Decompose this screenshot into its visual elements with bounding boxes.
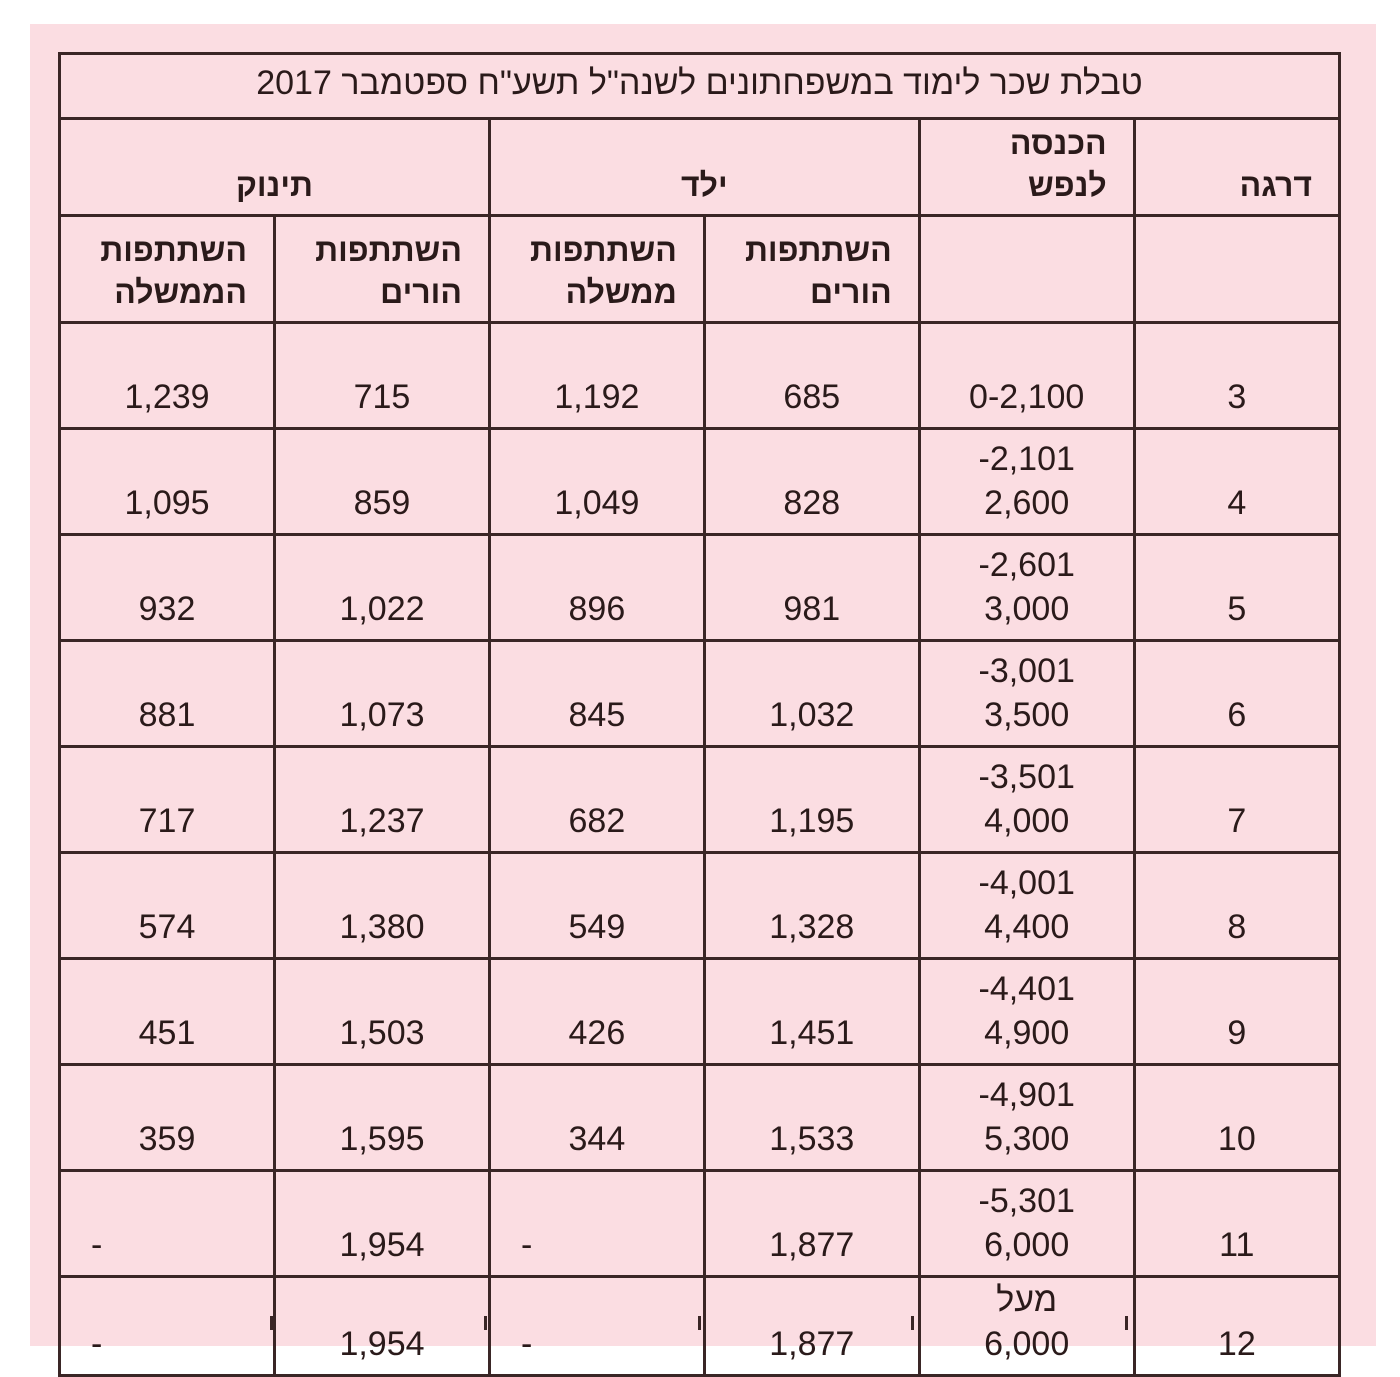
cell-child-parents: 1,877 <box>704 1277 919 1376</box>
cell-infant-gov: 881 <box>60 641 275 747</box>
cell-child-gov: 344 <box>489 1065 704 1171</box>
cell-infant-gov: 451 <box>60 959 275 1065</box>
cell-infant-gov: 574 <box>60 853 275 959</box>
subheader-empty-level <box>1134 216 1339 323</box>
cell-infant-gov: 1,095 <box>60 429 275 535</box>
cell-income: 0-2,100 <box>919 323 1134 429</box>
subheader-row <box>60 216 1340 323</box>
cell-infant-gov: 932 <box>60 535 275 641</box>
cell-child-gov: 1,049 <box>489 429 704 535</box>
cell-child-gov: 1,192 <box>489 323 704 429</box>
cell-income: 2,601- 3,000 <box>919 535 1134 641</box>
subheader-child-gov: השתתפות ממשלה <box>489 216 704 323</box>
cell-child-parents: 1,195 <box>704 747 919 853</box>
subheader-child-parents: השתתפות הורים <box>704 216 919 323</box>
table-row <box>60 853 1340 959</box>
cell-child-parents: 1,451 <box>704 959 919 1065</box>
header-infant: תינוק <box>60 119 490 216</box>
cell-income: מעל 6,000 <box>919 1277 1134 1376</box>
cell-level: 7 <box>1134 747 1339 853</box>
header-child: ילד <box>489 119 919 216</box>
cell-income: 3,501- 4,000 <box>919 747 1134 853</box>
cell-income: 5,301- 6,000 <box>919 1171 1134 1277</box>
table-row <box>60 747 1340 853</box>
subheader-empty-income <box>919 216 1134 323</box>
cell-income: 4,401- 4,900 <box>919 959 1134 1065</box>
cell-infant-gov: 1,239 <box>60 323 275 429</box>
cell-income: 4,001- 4,400 <box>919 853 1134 959</box>
cell-child-parents: 1,877 <box>704 1171 919 1277</box>
cell-infant-parents: 1,380 <box>275 853 490 959</box>
title-row <box>60 54 1340 119</box>
header-row <box>60 119 1340 216</box>
cell-level: 10 <box>1134 1065 1339 1171</box>
table-row <box>60 1065 1340 1171</box>
cell-child-parents: 981 <box>704 535 919 641</box>
cell-child-gov: - <box>489 1171 704 1277</box>
cell-infant-parents: 1,595 <box>275 1065 490 1171</box>
cell-level: 9 <box>1134 959 1339 1065</box>
table-row <box>60 1171 1340 1277</box>
cell-child-parents: 1,328 <box>704 853 919 959</box>
cell-level: 3 <box>1134 323 1339 429</box>
cell-level: 4 <box>1134 429 1339 535</box>
cell-infant-gov: 717 <box>60 747 275 853</box>
header-income: הכנסה לנפש <box>919 119 1134 216</box>
cell-infant-parents: 1,954 <box>275 1171 490 1277</box>
cell-income: 2,101- 2,600 <box>919 429 1134 535</box>
table-row <box>60 959 1340 1065</box>
cell-infant-gov: - <box>60 1277 275 1376</box>
cell-child-gov: 549 <box>489 853 704 959</box>
cell-infant-parents: 1,954 <box>275 1277 490 1376</box>
subheader-infant-parents: השתתפות הורים <box>275 216 490 323</box>
table-row <box>60 641 1340 747</box>
table-row <box>60 323 1340 429</box>
cell-child-gov: - <box>489 1277 704 1376</box>
cell-income: 3,001- 3,500 <box>919 641 1134 747</box>
cell-level: 8 <box>1134 853 1339 959</box>
cell-level: 5 <box>1134 535 1339 641</box>
header-level: דרגה <box>1134 119 1339 216</box>
cell-infant-parents: 1,073 <box>275 641 490 747</box>
cell-infant-parents: 1,503 <box>275 959 490 1065</box>
cell-infant-parents: 1,237 <box>275 747 490 853</box>
cell-level: 6 <box>1134 641 1339 747</box>
table-row <box>60 535 1340 641</box>
cell-child-parents: 1,032 <box>704 641 919 747</box>
cell-infant-parents: 859 <box>275 429 490 535</box>
cell-infant-gov: - <box>60 1171 275 1277</box>
cell-infant-gov: 359 <box>60 1065 275 1171</box>
cell-child-gov: 682 <box>489 747 704 853</box>
cell-level: 11 <box>1134 1171 1339 1277</box>
cell-level: 12 <box>1134 1277 1339 1376</box>
table-title: טבלת שכר לימוד במשפחתונים לשנה"ל תשע"ח ספטמבר 2017 <box>60 54 1340 119</box>
cell-child-parents: 1,533 <box>704 1065 919 1171</box>
tuition-fee-table <box>58 52 1341 1377</box>
subheader-infant-gov: השתתפות הממשלה <box>60 216 275 323</box>
cell-income: 4,901- 5,300 <box>919 1065 1134 1171</box>
cell-child-gov: 845 <box>489 641 704 747</box>
cell-infant-parents: 1,022 <box>275 535 490 641</box>
cell-infant-parents: 715 <box>275 323 490 429</box>
table-bottom-edge <box>58 1316 1341 1330</box>
table-row <box>60 429 1340 535</box>
cell-child-parents: 685 <box>704 323 919 429</box>
cell-child-gov: 426 <box>489 959 704 1065</box>
cell-child-gov: 896 <box>489 535 704 641</box>
cell-child-parents: 828 <box>704 429 919 535</box>
